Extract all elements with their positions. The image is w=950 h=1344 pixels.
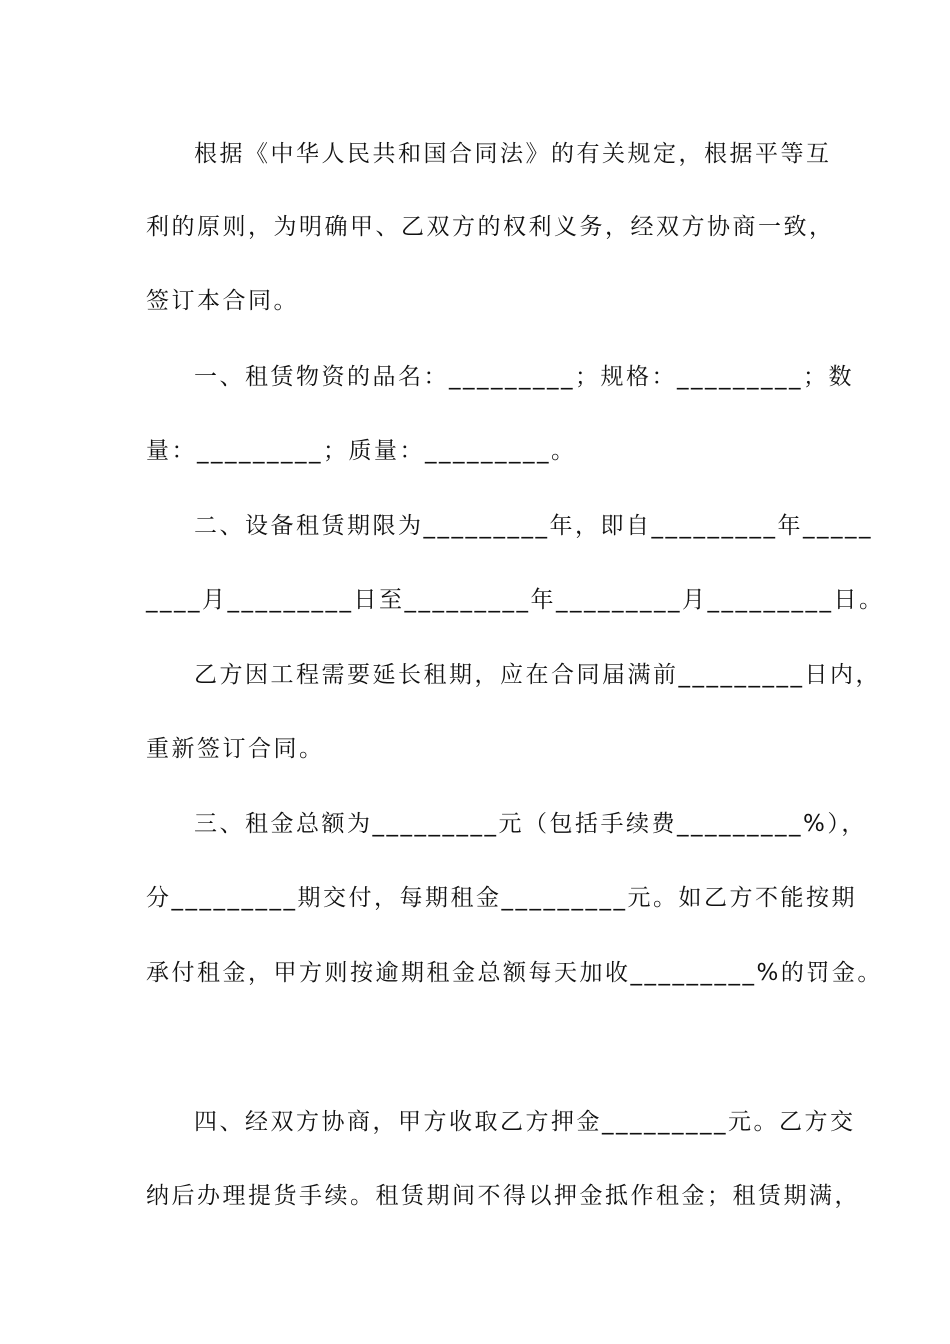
clause-1-line-2: 量：_________；质量：_________。 xyxy=(146,438,577,464)
contract-preamble-line-1: 根据《中华人民共和国合同法》的有关规定，根据平等互 xyxy=(194,141,832,167)
clause-4-line-2: 纳后办理提货手续。租赁期间不得以押金抵作租金；租赁期满， xyxy=(146,1183,860,1209)
clause-2-line-2: ____月_________日至_________年_________月_________日。 xyxy=(146,587,885,613)
clause-1-line-1: 一、租赁物资的品名：_________；规格：_________；数 xyxy=(194,364,854,390)
clause-2-line-3: 乙方因工程需要延长租期，应在合同届满前_________日内， xyxy=(194,662,881,688)
clause-2-line-1: 二、设备租赁期限为_________年，即自_________年_____ xyxy=(194,513,873,539)
contract-preamble-line-3: 签订本合同。 xyxy=(146,288,299,314)
contract-preamble-line-2: 利的原则，为明确甲、乙双方的权利义务，经双方协商一致， xyxy=(146,214,835,240)
clause-3-line-1: 三、租金总额为_________元（包括手续费_________%）， xyxy=(194,811,867,837)
clause-4-line-1: 四、经双方协商，甲方收取乙方押金_________元。乙方交 xyxy=(194,1109,856,1135)
clause-2-line-4: 重新签订合同。 xyxy=(146,736,325,762)
clause-3-line-3: 承付租金，甲方则按逾期租金总额每天加收_________%的罚金。 xyxy=(146,960,883,986)
clause-3-line-2: 分_________期交付，每期租金_________元。如乙方不能按期 xyxy=(146,885,857,911)
